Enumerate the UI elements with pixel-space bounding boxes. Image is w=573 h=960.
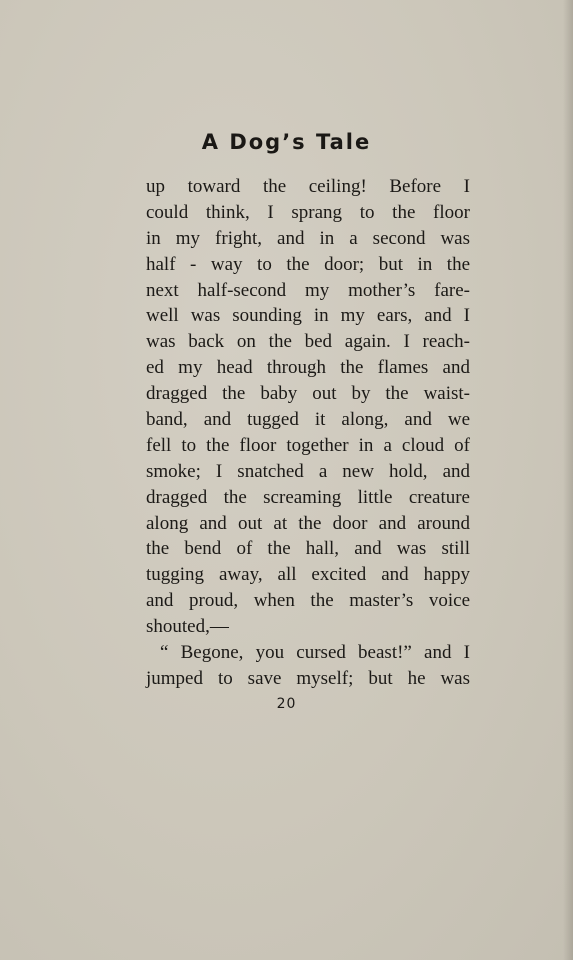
text-line: and proud, when the master’s voice <box>146 590 470 612</box>
text-line: up toward the ceiling! Before I <box>146 176 470 197</box>
text-line: dragged the baby out by the waist- <box>146 383 470 405</box>
running-title: A Dog’s Tale <box>201 130 372 154</box>
text-line: “ Begone, you cursed beast!” and I <box>160 642 470 664</box>
text-line: the bend of the hall, and was still <box>146 538 470 560</box>
body-text <box>146 174 470 692</box>
text-line: ed my head through the flames and <box>146 357 470 379</box>
text-line: half - way to the door; but in the <box>146 253 470 275</box>
text-line: dragged the screaming little creature <box>146 486 470 508</box>
text-line: was back on the bed again. I reach- <box>146 331 470 353</box>
text-line: in my fright, and in a second was <box>146 227 470 249</box>
text-line: along and out at the door and around <box>146 512 470 534</box>
page-number: 20 <box>276 696 297 712</box>
text-line: band, and tugged it along, and we <box>146 409 470 431</box>
text-line: next half-second my mother’s fare- <box>146 279 470 301</box>
text-line: tugging away, all excited and happy <box>146 564 470 586</box>
text-line: fell to the floor together in a cloud of <box>146 434 470 456</box>
text-line: shouted,— <box>146 616 229 638</box>
text-line: jumped to save myself; but he was <box>146 667 470 689</box>
text-line: could think, I sprang to the floor <box>146 201 470 223</box>
text-line: smoke; I snatched a new hold, and <box>146 460 470 482</box>
text-line: well was sounding in my ears, and I <box>146 305 470 327</box>
